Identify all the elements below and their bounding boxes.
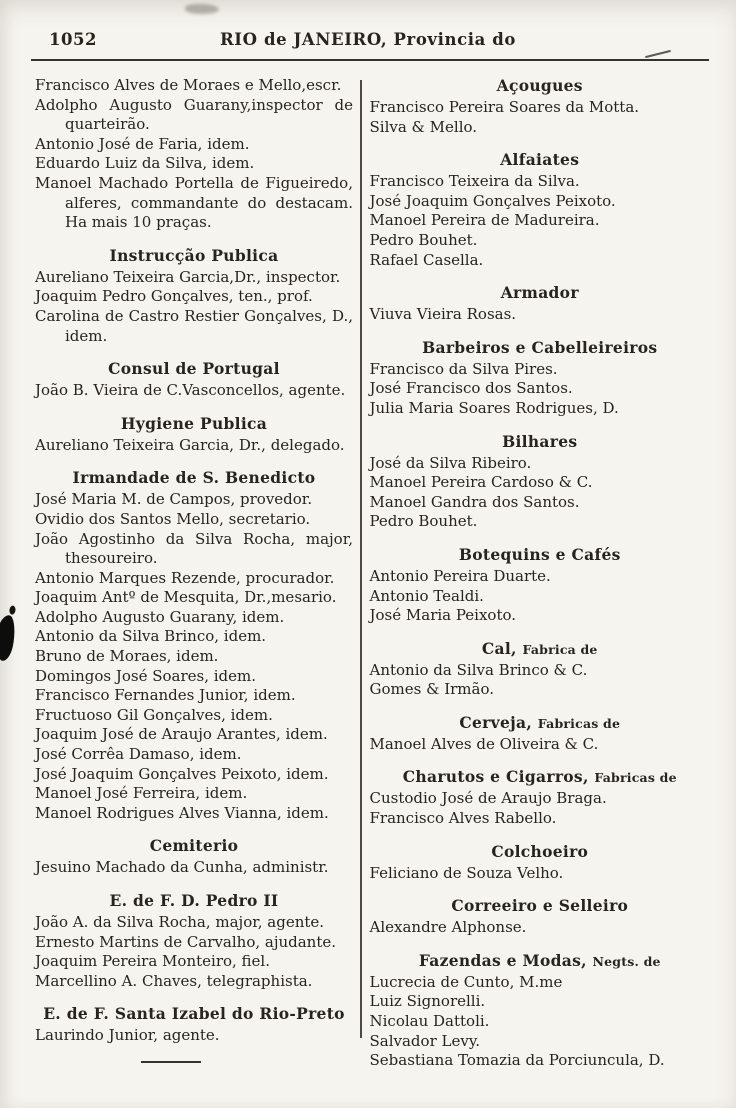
directory-entry: Luiz Signorelli. xyxy=(369,992,486,1011)
section-heading-text: Cemiterio xyxy=(149,836,239,856)
directory-section xyxy=(370,896,711,938)
directory-entry: Francisco Alves de Moraes e Mello,escr. xyxy=(35,76,342,94)
directory-entry: Silva & Mello. xyxy=(369,117,478,136)
directory-section xyxy=(35,246,353,346)
directory-section xyxy=(35,1004,353,1046)
directory-section xyxy=(370,842,711,884)
section-heading xyxy=(370,76,711,95)
directory-entry: Manoel Pereira de Madureira. xyxy=(369,211,600,230)
directory-entry: José Maria M. de Campos, provedor. xyxy=(35,490,313,509)
section-heading xyxy=(35,1004,353,1023)
section-heading-text: E. de F. Santa Izabel do Rio-Preto xyxy=(43,1004,345,1024)
section-heading xyxy=(370,842,711,861)
directory-entry: Joaquim José de Araujo Arantes, idem. xyxy=(35,725,328,744)
section-heading xyxy=(370,639,711,658)
directory-entry: Francisco Teixeira da Silva. xyxy=(369,172,580,191)
directory-section xyxy=(35,891,353,991)
directory-entry: Francisco Alves Rabello. xyxy=(369,809,557,828)
directory-entry: Lucrecia de Cunto, M.me xyxy=(369,972,563,991)
directory-entry: Antonio Tealdi. xyxy=(369,586,484,605)
directory-entry: José Francisco dos Santos. xyxy=(369,379,573,398)
section-heading xyxy=(35,246,353,265)
directory-section xyxy=(370,951,711,1071)
directory-entry: Salvador Levy. xyxy=(369,1031,481,1050)
directory-entry: José Corrêa Damaso, idem. xyxy=(35,745,242,764)
directory-entry: Jesuino Machado da Cunha, administr. xyxy=(35,858,329,877)
section-heading xyxy=(370,767,711,786)
section-heading-qualifier: Negts. de xyxy=(592,953,661,969)
directory-entry: Custodio José de Araujo Braga. xyxy=(369,789,607,808)
section-heading-qualifier: Fabricas de xyxy=(537,715,621,731)
right-column xyxy=(370,76,711,1071)
directory-section xyxy=(370,767,711,828)
section-heading xyxy=(35,359,353,378)
directory-entry: Manoel Alves de Oliveira & C. xyxy=(369,734,599,753)
directory-entry: João Agostinho da Silva Rocha, major, thesoureiro. xyxy=(35,529,353,568)
directory-entry: Rafael Casella. xyxy=(369,250,484,269)
section-heading-text: Instrucção Publica xyxy=(109,245,279,265)
directory-entry: Manoel Rodrigues Alves Vianna, idem. xyxy=(35,803,329,822)
section-heading xyxy=(370,432,711,451)
directory-section xyxy=(370,713,711,755)
directory-entry: Pedro Bouhet. xyxy=(369,512,478,531)
section-heading-text: Cerveja, xyxy=(459,712,533,732)
section-heading-text: Colchoeiro xyxy=(491,841,589,861)
directory-entry: Francisco Fernandes Junior, idem. xyxy=(35,686,296,705)
directory-entry: Adolpho Augusto Guarany,inspector de quarteirão. xyxy=(35,95,353,134)
column-divider xyxy=(360,80,362,1038)
section-heading-text: Fazendas e Modas, xyxy=(418,950,587,970)
page-header xyxy=(35,28,701,54)
directory-entry: Francisco da Silva Pires. xyxy=(369,359,558,378)
section-heading xyxy=(370,545,711,564)
directory-entry: Adolpho Augusto Guarany, idem. xyxy=(35,607,285,626)
section-heading-text: Correeiro e Selleiro xyxy=(451,896,629,916)
section-heading-text: Cal, xyxy=(481,638,517,658)
section-heading-qualifier: Fabrica de xyxy=(522,641,598,657)
section-heading xyxy=(35,836,353,855)
directory-entry: Laurindo Junior, agente. xyxy=(35,1026,220,1045)
section-heading xyxy=(370,896,711,915)
directory-entry: Ovidio dos Santos Mello, secretario. xyxy=(35,509,311,528)
directory-entry: Francisco Pereira Soares da Motta. xyxy=(369,98,640,116)
section-heading-text: Bilhares xyxy=(502,431,578,451)
directory-section xyxy=(35,414,353,456)
section-heading-text: Açougues xyxy=(496,76,583,95)
directory-section xyxy=(370,150,711,270)
directory-entry: Joaquim Pedro Gonçalves, ten., prof. xyxy=(35,287,313,306)
section-heading-text: Consul de Portugal xyxy=(108,359,280,379)
directory-entry: Joaquim Pereira Monteiro, fiel. xyxy=(35,952,270,971)
directory-entry: Manoel Machado Portella de Figueiredo, alferes, commandante do destacam. Ha mais 10 praças. xyxy=(35,173,353,232)
directory-entry: Viuva Vieira Rosas. xyxy=(369,305,517,324)
section-heading xyxy=(370,338,711,357)
section-heading xyxy=(35,891,353,910)
section-heading-text: Barbeiros e Cabelleireiros xyxy=(422,337,658,357)
section-heading-text: Irmandade de S. Benedicto xyxy=(72,468,316,488)
section-heading xyxy=(370,283,711,302)
directory-section xyxy=(370,283,711,325)
directory-section xyxy=(370,76,711,137)
directory-section xyxy=(35,359,353,401)
directory-section xyxy=(35,468,353,823)
section-heading xyxy=(370,951,711,970)
directory-entry: Eduardo Luiz da Silva, idem. xyxy=(35,154,255,173)
pencil-smudge xyxy=(185,4,219,14)
section-heading-text: E. de F. D. Pedro II xyxy=(109,891,279,910)
directory-section xyxy=(35,76,353,233)
section-heading xyxy=(370,713,711,732)
directory-entry: Carolina de Castro Restier Gonçalves, D., idem. xyxy=(35,306,353,345)
directory-columns xyxy=(35,76,710,1071)
directory-entry: José Maria Peixoto. xyxy=(369,606,517,625)
directory-entry: Pedro Bouhet. xyxy=(369,230,478,249)
section-heading-text: Charutos e Cigarros, xyxy=(402,767,589,787)
directory-entry: Marcellino A. Chaves, telegraphista. xyxy=(35,971,313,990)
ink-blot xyxy=(0,614,17,662)
section-heading-qualifier: Fabricas de xyxy=(594,770,677,786)
directory-entry: Aureliano Teixeira Garcia,Dr., inspector. xyxy=(35,267,341,286)
section-heading xyxy=(35,468,353,487)
directory-entry: Alexandre Alphonse. xyxy=(369,918,527,937)
directory-entry: Bruno de Moraes, idem. xyxy=(35,647,219,666)
directory-entry: Manoel Gandra dos Santos. xyxy=(369,492,580,511)
directory-entry: João B. Vieira de C.Vasconcellos, agente. xyxy=(35,381,346,400)
page-title: RIO de JANEIRO, Provincia do xyxy=(220,30,516,49)
directory-entry: Fructuoso Gil Gonçalves, idem. xyxy=(35,705,273,724)
directory-entry: Nicolau Dattoli. xyxy=(369,1012,490,1031)
directory-entry: Sebastiana Tomazia da Porciuncula, D. xyxy=(369,1051,665,1070)
section-heading xyxy=(370,150,711,169)
section-heading xyxy=(35,414,353,433)
directory-section xyxy=(370,545,711,626)
directory-entry: Gomes & Irmão. xyxy=(369,680,494,699)
directory-entry: Joaquim Antº de Mesquita, Dr.,mesario. xyxy=(35,588,337,607)
directory-entry: Domingos José Soares, idem. xyxy=(35,666,257,685)
directory-entry: Feliciano de Souza Velho. xyxy=(369,863,564,882)
directory-entry: Manoel José Ferreira, idem. xyxy=(35,784,248,803)
directory-entry: Julia Maria Soares Rodrigues, D. xyxy=(369,398,619,417)
directory-section xyxy=(35,836,353,878)
directory-entry: João A. da Silva Rocha, major, agente. xyxy=(35,913,325,931)
section-heading-text: Armador xyxy=(500,283,579,303)
page-number: 1052 xyxy=(49,30,97,49)
section-heading-text: Hygiene Publica xyxy=(120,413,268,433)
directory-entry: Antonio José de Faria, idem. xyxy=(35,134,250,153)
directory-section xyxy=(370,338,711,419)
directory-entry: José da Silva Ribeiro. xyxy=(369,453,532,472)
section-heading-text: Botequins e Cafés xyxy=(458,544,621,564)
directory-entry: Manoel Pereira Cardoso & C. xyxy=(369,473,593,492)
directory-section xyxy=(370,639,711,700)
directory-entry: José Joaquim Gonçalves Peixoto. xyxy=(369,191,616,210)
directory-entry: Antonio Pereira Duarte. xyxy=(369,566,551,585)
directory-entry: Aureliano Teixeira Garcia, Dr., delegado. xyxy=(35,435,345,454)
end-rule xyxy=(141,1061,201,1063)
header-rule xyxy=(31,59,709,61)
directory-entry: José Joaquim Gonçalves Peixoto, idem. xyxy=(35,764,329,783)
directory-entry: Antonio da Silva Brinco & C. xyxy=(369,660,588,679)
directory-entry: Ernesto Martins de Carvalho, ajudante. xyxy=(35,932,337,951)
directory-entry: Antonio Marques Rezende, procurador. xyxy=(35,568,335,587)
left-column xyxy=(35,76,353,1046)
section-heading-text: Alfaiates xyxy=(500,150,580,170)
directory-entry: Antonio da Silva Brinco, idem. xyxy=(35,627,267,646)
directory-section xyxy=(370,432,711,532)
